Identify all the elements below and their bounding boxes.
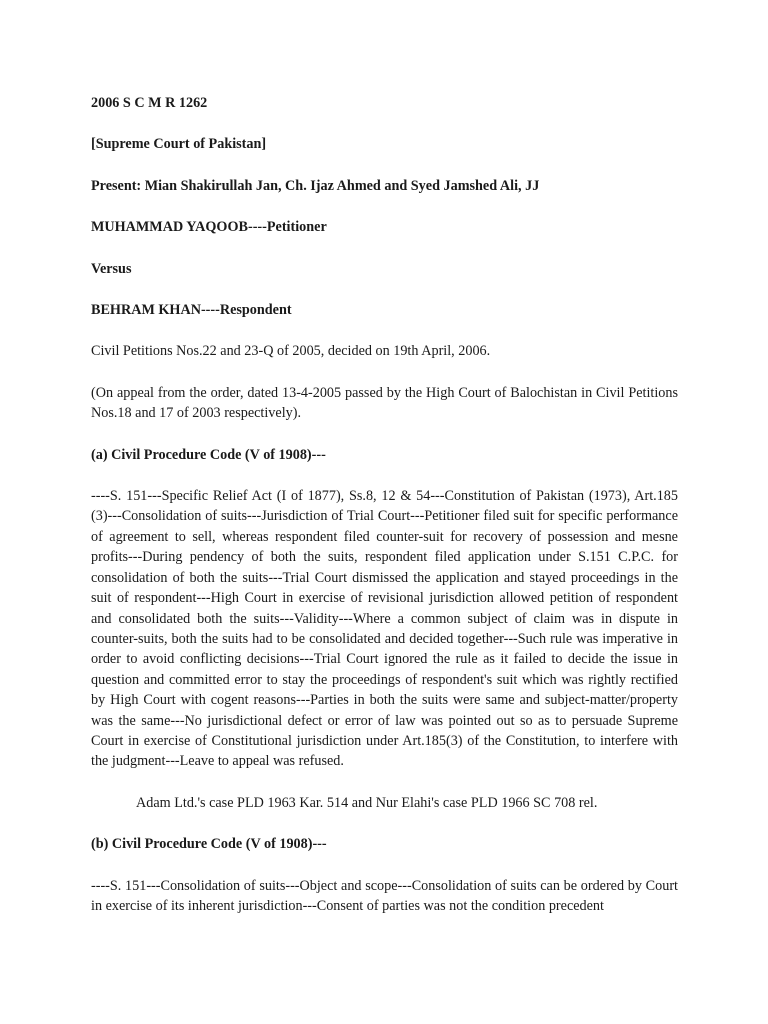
section-a-reference: Adam Ltd.'s case PLD 1963 Kar. 514 and Nur Elahi's case PLD 1966 SC 708 rel.: [136, 794, 598, 811]
court-name: [Supreme Court of Pakistan]: [91, 136, 267, 153]
petitioner: MUHAMMAD YAQOOB----Petitioner: [91, 219, 327, 236]
section-b-heading: (b) Civil Procedure Code (V of 1908)---: [91, 836, 327, 853]
citation: 2006 S C M R 1262: [91, 95, 208, 111]
section-a-body: ----S. 151---Specific Relief Act (I of 1877), Ss.8, 12 & 54---Constitution of Pakistan (1973), Art.185 (3)---Consolidation of suits---Jurisdiction of Trial Court---Petitioner filed suit for specific performance of agreement to sell, whereas respondent filed counter-suit for recovery of possession and mesne profits---During pendency of both the suits, respondent filed application under S.151 C.P.C. for consolidation of both the suits---Trial Court dismissed the application and stayed proceedings in the suit of respondent---High Court in exercise of revisional jurisdiction allowed petition of respondent and consolidated both the suits---Validity---Where a common subject of claim was in dispute in counter-suits, both the suits had to be consolidated and decided together---Such rule was imperative in order to avoid conflicting decisions---Trial Court ignored the rule as it failed to decide the issue in question and committed error to stay the proceedings of respondent's suit which was rightly rectified by High Court with cogent reasons---Parties in both the suits were same and subject-matter/property was the same---No jurisdictional defect or error of law was pointed out so as to persuade Supreme Court in exercise of Constitutional jurisdiction under Art.185(3) of the Constitution, to interfere with the judgment---Leave to appeal was refused.: [91, 488, 678, 770]
section-b-body: ----S. 151---Consolidation of suits---Object and scope---Consolidation of suits can be ordered by Court in exercise of its inherent jurisdiction---Consent of parties was not the condition precedent: [91, 877, 678, 914]
bench-present: Present: Mian Shakirullah Jan, Ch. Ijaz Ahmed and Syed Jamshed Ali, JJ: [91, 177, 540, 194]
case-numbers: Civil Petitions Nos.22 and 23-Q of 2005, decided on 19th April, 2006.: [91, 343, 491, 360]
respondent: BEHRAM KHAN----Respondent: [91, 302, 292, 319]
appeal-note: (On appeal from the order, dated 13-4-2005 passed by the High Court of Balochistan in Civil Petitions Nos.18 and 17 of 2003 respectively).: [91, 384, 678, 422]
document-content: [91, 93, 678, 937]
section-a-heading: (a) Civil Procedure Code (V of 1908)---: [91, 446, 326, 463]
versus: Versus: [91, 260, 132, 277]
